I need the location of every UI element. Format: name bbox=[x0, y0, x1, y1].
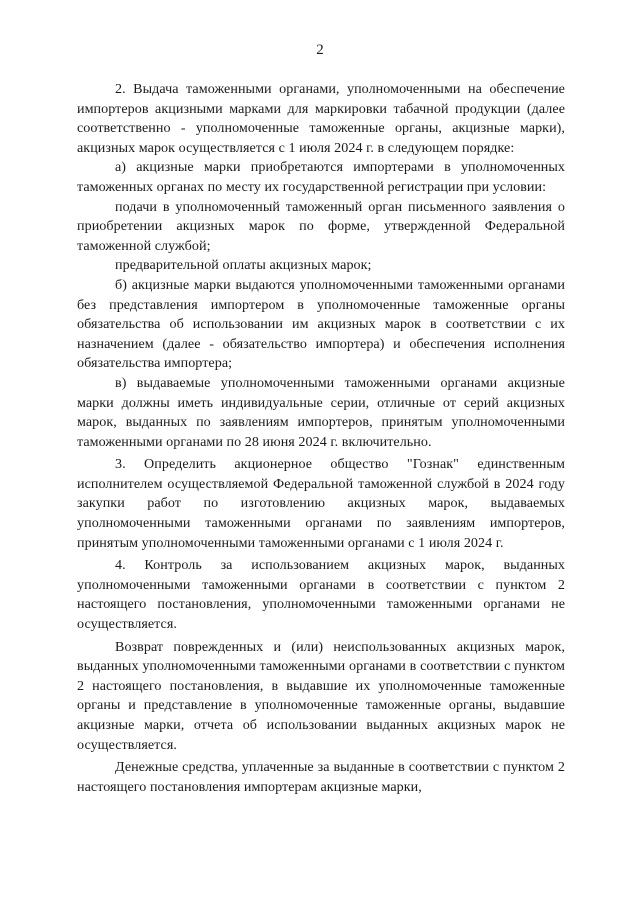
paragraph-condition-prepayment: предварительной оплаты акцизных марок; bbox=[115, 257, 372, 274]
paragraph-subitem-b: б) акцизные марки выдаются уполномоченными таможенными органами без представления импортером в уполномоченные таможенные органы обязательства об использовании им акцизных марок в соответствии с их назначением (далее - обязательство импортера) и обеспечения исполнения обязательства импортера; bbox=[77, 276, 565, 372]
paragraph-subitem-v: в) выдаваемые уполномоченными таможенными органами акцизные марки должны иметь индивидуальные серии, отличные от серий акцизных марок, выданных по заявлениям импортеров, принятым уполномоченными таможенными органами по 28 июня 2024 г. включительно. bbox=[77, 374, 565, 450]
paragraph-return: Возврат поврежденных и (или) неиспользованных акцизных марок, выданных уполномоченными таможенными органами в соответствии с пунктом 2 настоящего постановления, в выдавшие их уполномоченные таможенные органы и представление в уполномоченные таможенные органы, выдавшие акцизные марки, отчета об использовании выданных акцизных марок не осуществляется. bbox=[77, 638, 565, 753]
paragraph-item-2: 2. Выдача таможенными органами, уполномоченными на обеспечение импортеров акцизными марками для маркировки табачной продукции (далее соответственно - уполномоченные таможенные органы, акцизные марки), акцизных марок осуществляется с 1 июля 2024 г. в следующем порядке: bbox=[77, 81, 565, 156]
paragraph-item-3: 3. Определить акционерное общество "Гознак" единственным исполнителем осуществляемой Федеральной таможенной службой в 2024 году закупки работ по изготовлению акцизных марок, выдаваемых уполномоченными таможенными органами по заявлениям импортеров, принятым уполномоченными таможенными органами с 1 июля 2024 г. bbox=[77, 456, 565, 551]
paragraph-condition-application: подачи в уполномоченный таможенный орган письменного заявления о приобретении акцизных марок по форме, утвержденной Федеральной таможенной службой; bbox=[77, 198, 565, 254]
paragraph-subitem-a: а) акцизные марки приобретаются импортерами в уполномоченных таможенных органах по месту их государственной регистрации при условии: bbox=[77, 159, 565, 195]
page-number: 2 bbox=[316, 42, 324, 58]
paragraph-funds: Денежные средства, уплаченные за выданные в соответствии с пунктом 2 настоящего постановления импортерам акцизные марки, bbox=[77, 759, 565, 795]
document-body bbox=[77, 80, 565, 797]
paragraph-item-4: 4. Контроль за использованием акцизных марок, выданных уполномоченными таможенными органами в соответствии с пунктом 2 настоящего постановления, уполномоченными таможенными органами не осуществляется. bbox=[77, 557, 565, 633]
